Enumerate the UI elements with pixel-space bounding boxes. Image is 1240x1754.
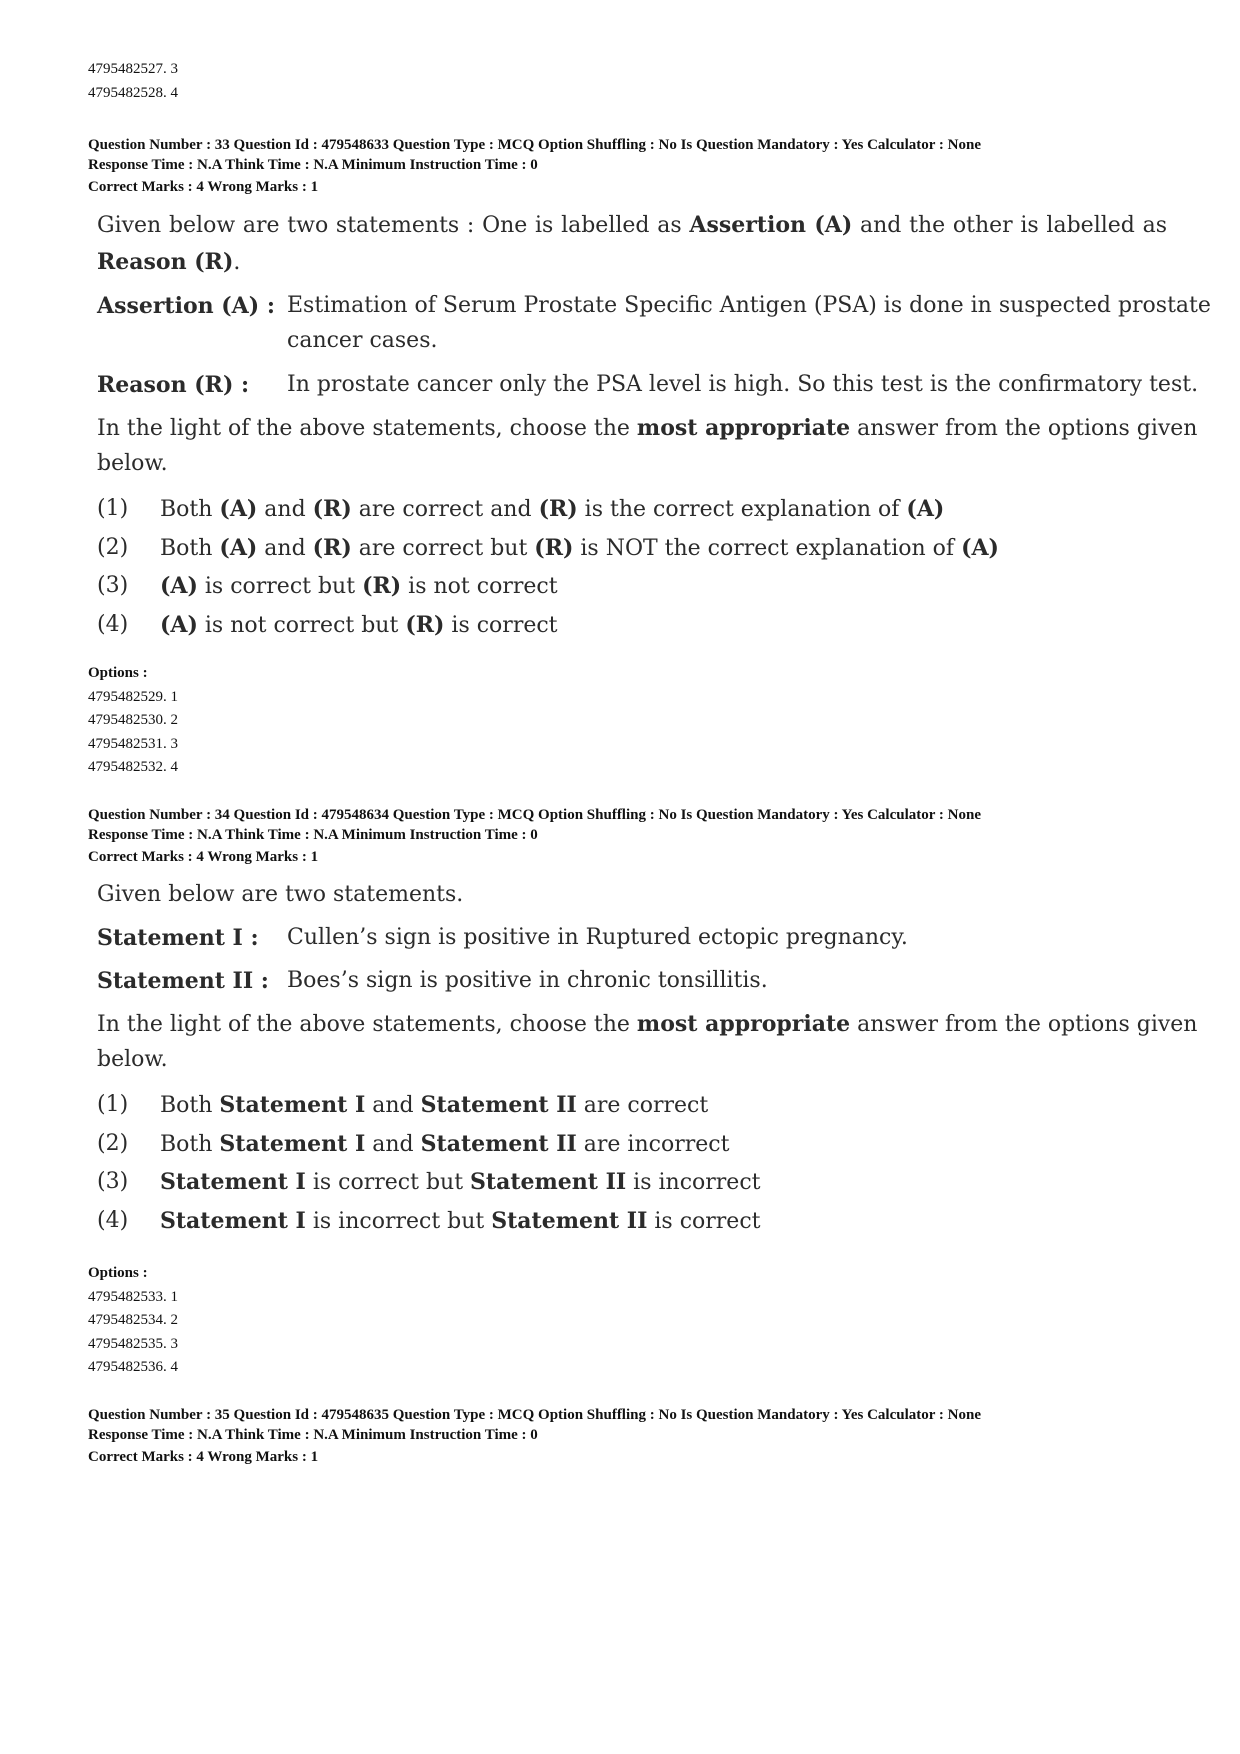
choice-number: (4)	[97, 1207, 129, 1233]
q33-header-line2: Response Time : N.A Think Time : N.A Minimum Instruction Time : 0	[88, 156, 538, 173]
choice-number: (4)	[97, 611, 129, 637]
q34-header-line1: Question Number : 34 Question Id : 479548634 Question Type : MCQ Option Shuffling : No Is Question Mandatory : Yes Calculator : None	[88, 807, 981, 823]
option-id: 4795482536. 4	[88, 1359, 178, 1375]
choice-number: (3)	[97, 573, 129, 598]
q33-header-line3: Correct Marks : 4 Wrong Marks : 1	[88, 179, 319, 195]
option-id: 4795482530. 2	[88, 712, 178, 728]
assertion-text: Estimation of Serum Prostate Specific Antigen (PSA) is done in suspected prostate	[287, 293, 1211, 318]
choice-text: Statement I is incorrect but Statement II is correct	[160, 1207, 761, 1234]
reason-text: In prostate cancer only the PSA level is high. So this test is the confirmatory test.	[287, 372, 1199, 397]
reason-label: Reason (R) :	[97, 372, 250, 398]
q33-options	[88, 662, 1168, 780]
q33-header-line1: Question Number : 33 Question Id : 479548633 Question Type : MCQ Option Shuffling : No Is Question Mandatory : Yes Calculator : None	[88, 137, 981, 153]
q34-header-line2: Response Time : N.A Think Time : N.A Minimum Instruction Time : 0	[88, 826, 538, 843]
q33-intro-cont: Reason (R).	[97, 249, 241, 275]
choice-text: Statement I is correct but Statement II is incorrect	[160, 1169, 761, 1195]
statement-1-label: Statement I :	[97, 925, 259, 951]
q35-header-line1: Question Number : 35 Question Id : 479548635 Question Type : MCQ Option Shuffling : No Is Question Mandatory : Yes Calculator : None	[88, 1407, 981, 1423]
choice-number: (1)	[97, 1092, 129, 1117]
choice-text: (A) is correct but (R) is not correct	[160, 573, 558, 599]
option-id: 4795482527. 3	[88, 61, 178, 77]
statement-2-label: Statement II :	[97, 968, 269, 994]
q33-header	[88, 136, 1168, 198]
choice-text: Both (A) and (R) are correct but (R) is NOT the correct explanation of (A)	[160, 534, 999, 561]
choice-number: (2)	[97, 534, 129, 560]
option-id: 4795482534. 2	[88, 1312, 178, 1328]
option-id: 4795482532. 4	[88, 759, 178, 775]
q33-instruction-cont: below.	[97, 451, 168, 476]
q33-question-body	[97, 212, 1211, 652]
q33-intro: Given below are two statements : One is labelled as Assertion (A) and the other is labelled as	[97, 212, 1167, 238]
option-id: 4795482528. 4	[88, 84, 178, 101]
options-label: Options :	[88, 665, 148, 681]
assertion-label: Assertion (A) :	[97, 293, 275, 319]
q34-instruction: In the light of the above statements, choose the most appropriate answer from the options given	[97, 1011, 1198, 1037]
choice-number: (1)	[97, 496, 129, 521]
option-id: 4795482531. 3	[88, 735, 178, 752]
q34-instruction-cont: below.	[97, 1047, 168, 1072]
choice-text: Both (A) and (R) are correct and (R) is the correct explanation of (A)	[160, 496, 945, 522]
q34-header	[88, 806, 1168, 868]
top-options-list	[88, 58, 1168, 105]
q34-header-line3: Correct Marks : 4 Wrong Marks : 1	[88, 849, 319, 865]
q34-options	[88, 1262, 1168, 1380]
q35-header-line3: Correct Marks : 4 Wrong Marks : 1	[88, 1449, 319, 1465]
choice-text: Both Statement I and Statement II are incorrect	[160, 1130, 730, 1157]
statement-2-text: Boes’s sign is positive in chronic tonsillitis.	[287, 968, 768, 993]
q33-instruction: In the light of the above statements, choose the most appropriate answer from the options given	[97, 415, 1198, 441]
choice-text: (A) is not correct but (R) is correct	[160, 611, 558, 638]
q35-header-line2: Response Time : N.A Think Time : N.A Minimum Instruction Time : 0	[88, 1426, 538, 1443]
choice-number: (3)	[97, 1169, 129, 1194]
statement-1-text: Cullen’s sign is positive in Ruptured ectopic pregnancy.	[287, 925, 908, 950]
assertion-text-cont: cancer cases.	[287, 328, 438, 353]
options-label: Options :	[88, 1265, 148, 1281]
option-id: 4795482535. 3	[88, 1335, 178, 1352]
option-id: 4795482533. 1	[88, 1288, 178, 1305]
choice-number: (2)	[97, 1130, 129, 1156]
option-id: 4795482529. 1	[88, 688, 178, 705]
choice-text: Both Statement I and Statement II are correct	[160, 1092, 709, 1118]
q34-intro: Given below are two statements.	[97, 882, 464, 907]
q34-question-body	[97, 882, 1198, 1252]
q35-header	[88, 1406, 1168, 1468]
